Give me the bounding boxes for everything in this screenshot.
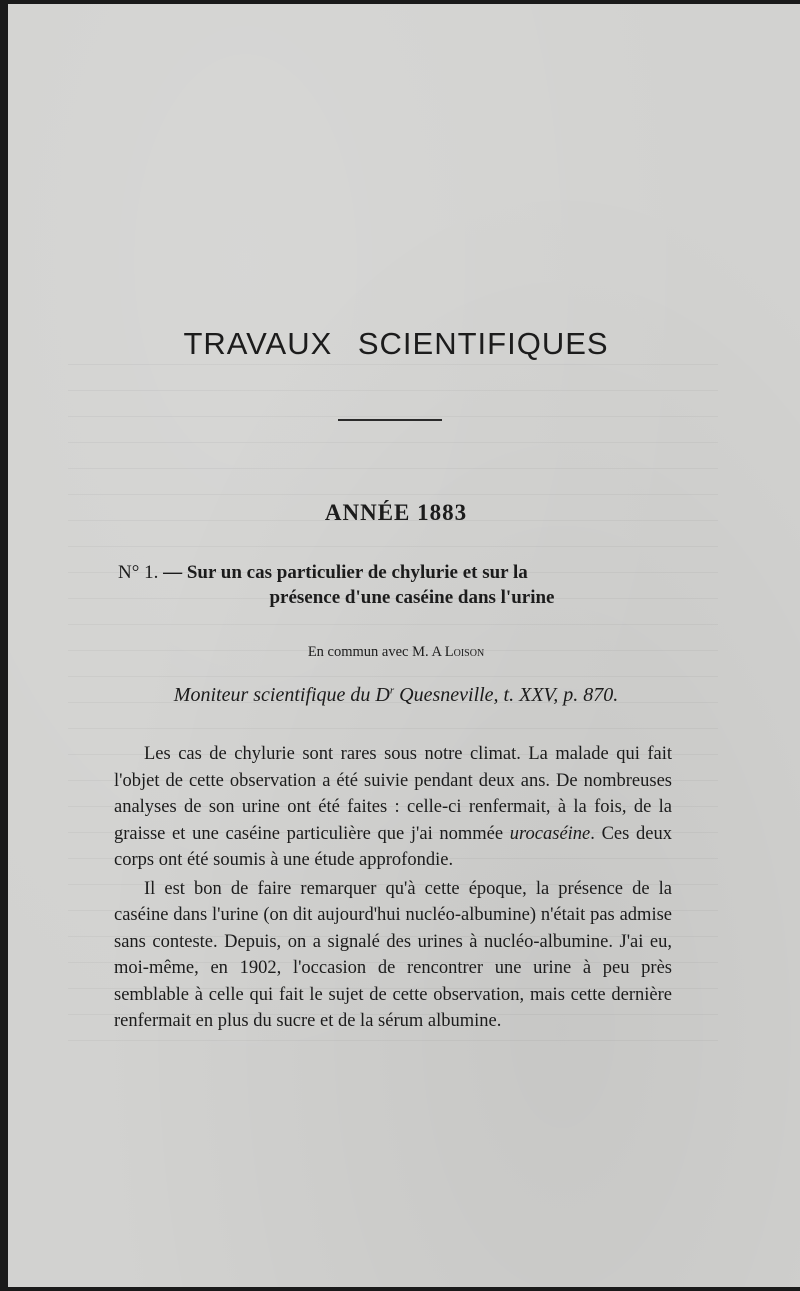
citation-journal-suffix: Quesneville, t. XXV, p. 870. <box>399 684 619 706</box>
collaborator-name: Loison <box>444 644 485 660</box>
citation-line <box>8 684 784 707</box>
paragraph-2: Il est bon de faire remarquer qu'à cette époque, la présence de la caséine dans l'urine (on dit aujourd'hui nucléo-albumine) n'était pas admise sans conteste. Depuis, on a signalé des urines à nucléo-albumine. J'ai eu, moi-même, en 1902, l'occasion de rencontrer une urine à peu près semblable à celle qui fait le sujet de cette observation, mais cette dernière renfermait en plus du sucre et de la sérum albumine. <box>114 878 672 1031</box>
citation-superscript: r <box>389 684 395 697</box>
entry-title-line1: Sur un cas particulier de chylurie et sur la <box>186 562 528 583</box>
body-text <box>114 741 672 1035</box>
paragraph-1 <box>114 741 672 874</box>
entry-dash: — <box>163 562 183 583</box>
entry-number: N° 1. <box>118 562 159 583</box>
collaboration-line <box>8 644 784 661</box>
collaboration-prefix: En commun avec M. A <box>307 644 442 660</box>
page-title: TRAVAUX SCIENTIFIQUES <box>183 326 609 361</box>
entry-title-line2: présence d'une caséine dans l'urine <box>269 587 555 608</box>
entry-heading <box>118 560 678 610</box>
title-divider <box>338 419 442 421</box>
paragraph-1-term: urocaséine <box>509 823 591 844</box>
paragraph-1-after: . Ces deux corps ont été soumis à une étude approfondie. <box>114 823 672 870</box>
document-page <box>8 4 800 1287</box>
year-heading: ANNÉE 1883 <box>324 500 468 525</box>
citation-journal-prefix: Moniteur scientifique du D <box>173 684 390 706</box>
paragraph-1-before: Les cas de chylurie sont rares sous notre climat. La malade qui fait l'objet de cette observation a été suivie pendant deux ans. De nombreuses analyses de son urine ont été faites : celle-ci renfermait, à la fois, de la graisse et une caséine particulière que j'ai nommée <box>114 744 672 844</box>
